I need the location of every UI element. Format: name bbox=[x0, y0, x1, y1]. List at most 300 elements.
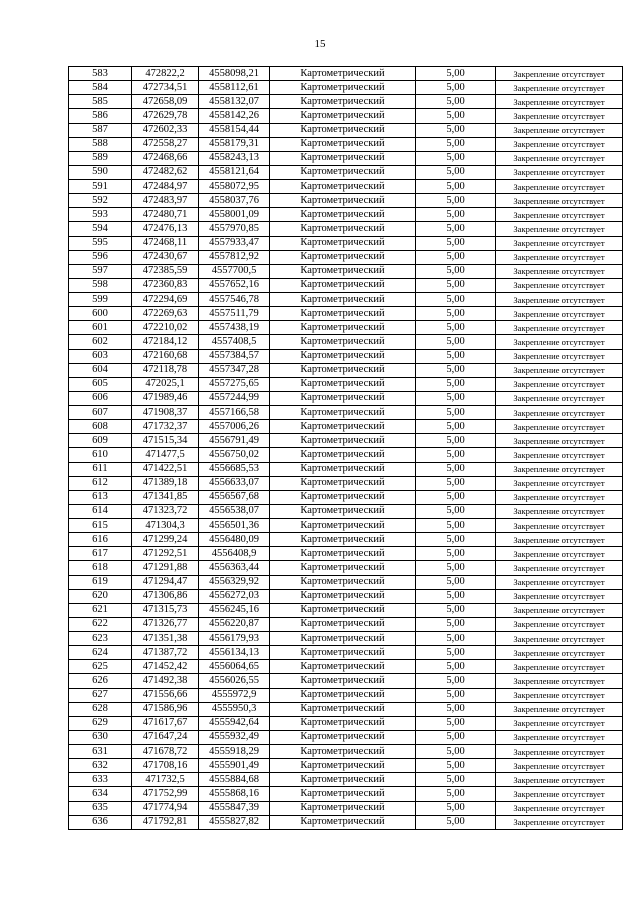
y-coordinate-cell: 4556750,02 bbox=[199, 448, 270, 462]
x-coordinate-cell: 472468,11 bbox=[132, 236, 199, 250]
x-coordinate-cell: 471708,16 bbox=[132, 759, 199, 773]
status-cell: Закрепление отсутствует bbox=[496, 490, 623, 504]
point-number-cell: 625 bbox=[69, 660, 132, 674]
status-cell: Закрепление отсутствует bbox=[496, 561, 623, 575]
x-coordinate-cell: 472210,02 bbox=[132, 321, 199, 335]
method-cell: Картометрический bbox=[270, 137, 416, 151]
y-coordinate-cell: 4557546,78 bbox=[199, 293, 270, 307]
status-cell: Закрепление отсутствует bbox=[496, 95, 623, 109]
point-number-cell: 599 bbox=[69, 293, 132, 307]
point-number-cell: 588 bbox=[69, 137, 132, 151]
status-cell: Закрепление отсутствует bbox=[496, 180, 623, 194]
method-cell: Картометрический bbox=[270, 151, 416, 165]
accuracy-cell: 5,00 bbox=[416, 264, 496, 278]
accuracy-cell: 5,00 bbox=[416, 490, 496, 504]
y-coordinate-cell: 4557511,79 bbox=[199, 307, 270, 321]
y-coordinate-cell: 4558154,44 bbox=[199, 123, 270, 137]
point-number-cell: 628 bbox=[69, 702, 132, 716]
table-row bbox=[69, 264, 623, 278]
y-coordinate-cell: 4556245,16 bbox=[199, 603, 270, 617]
x-coordinate-cell: 472822,2 bbox=[132, 67, 199, 81]
y-coordinate-cell: 4557347,28 bbox=[199, 363, 270, 377]
accuracy-cell: 5,00 bbox=[416, 575, 496, 589]
point-number-cell: 601 bbox=[69, 321, 132, 335]
x-coordinate-cell: 472658,09 bbox=[132, 95, 199, 109]
status-cell: Закрепление отсутствует bbox=[496, 321, 623, 335]
status-cell: Закрепление отсутствует bbox=[496, 406, 623, 420]
y-coordinate-cell: 4556134,13 bbox=[199, 646, 270, 660]
x-coordinate-cell: 471315,73 bbox=[132, 603, 199, 617]
method-cell: Картометрический bbox=[270, 702, 416, 716]
accuracy-cell: 5,00 bbox=[416, 67, 496, 81]
method-cell: Картометрический bbox=[270, 462, 416, 476]
table-row bbox=[69, 208, 623, 222]
x-coordinate-cell: 471304,3 bbox=[132, 519, 199, 533]
x-coordinate-cell: 472025,1 bbox=[132, 377, 199, 391]
table-row bbox=[69, 335, 623, 349]
point-number-cell: 607 bbox=[69, 406, 132, 420]
method-cell: Картометрический bbox=[270, 349, 416, 363]
point-number-cell: 589 bbox=[69, 151, 132, 165]
method-cell: Картометрический bbox=[270, 434, 416, 448]
accuracy-cell: 5,00 bbox=[416, 278, 496, 292]
y-coordinate-cell: 4555950,3 bbox=[199, 702, 270, 716]
point-number-cell: 583 bbox=[69, 67, 132, 81]
accuracy-cell: 5,00 bbox=[416, 208, 496, 222]
accuracy-cell: 5,00 bbox=[416, 391, 496, 405]
accuracy-cell: 5,00 bbox=[416, 250, 496, 264]
method-cell: Картометрический bbox=[270, 773, 416, 787]
y-coordinate-cell: 4556408,9 bbox=[199, 547, 270, 561]
accuracy-cell: 5,00 bbox=[416, 180, 496, 194]
point-number-cell: 632 bbox=[69, 759, 132, 773]
accuracy-cell: 5,00 bbox=[416, 617, 496, 631]
method-cell: Картометрический bbox=[270, 745, 416, 759]
method-cell: Картометрический bbox=[270, 646, 416, 660]
method-cell: Картометрический bbox=[270, 716, 416, 730]
method-cell: Картометрический bbox=[270, 815, 416, 829]
table-row bbox=[69, 787, 623, 801]
status-cell: Закрепление отсутствует bbox=[496, 589, 623, 603]
y-coordinate-cell: 4557700,5 bbox=[199, 264, 270, 278]
point-number-cell: 586 bbox=[69, 109, 132, 123]
method-cell: Картометрический bbox=[270, 448, 416, 462]
point-number-cell: 600 bbox=[69, 307, 132, 321]
point-number-cell: 617 bbox=[69, 547, 132, 561]
method-cell: Картометрический bbox=[270, 632, 416, 646]
method-cell: Картометрический bbox=[270, 476, 416, 490]
table-row bbox=[69, 434, 623, 448]
y-coordinate-cell: 4556685,53 bbox=[199, 462, 270, 476]
method-cell: Картометрический bbox=[270, 180, 416, 194]
accuracy-cell: 5,00 bbox=[416, 533, 496, 547]
point-number-cell: 604 bbox=[69, 363, 132, 377]
status-cell: Закрепление отсутствует bbox=[496, 222, 623, 236]
point-number-cell: 613 bbox=[69, 490, 132, 504]
y-coordinate-cell: 4558072,95 bbox=[199, 180, 270, 194]
accuracy-cell: 5,00 bbox=[416, 151, 496, 165]
y-coordinate-cell: 4555847,39 bbox=[199, 801, 270, 815]
accuracy-cell: 5,00 bbox=[416, 420, 496, 434]
x-coordinate-cell: 472480,71 bbox=[132, 208, 199, 222]
status-cell: Закрепление отсутствует bbox=[496, 745, 623, 759]
status-cell: Закрепление отсутствует bbox=[496, 363, 623, 377]
y-coordinate-cell: 4558001,09 bbox=[199, 208, 270, 222]
table-row bbox=[69, 165, 623, 179]
y-coordinate-cell: 4556026,55 bbox=[199, 674, 270, 688]
table-row bbox=[69, 575, 623, 589]
y-coordinate-cell: 4555901,49 bbox=[199, 759, 270, 773]
coordinates-table bbox=[68, 66, 623, 830]
status-cell: Закрепление отсутствует bbox=[496, 646, 623, 660]
x-coordinate-cell: 471752,99 bbox=[132, 787, 199, 801]
x-coordinate-cell: 471299,24 bbox=[132, 533, 199, 547]
accuracy-cell: 5,00 bbox=[416, 109, 496, 123]
y-coordinate-cell: 4558243,13 bbox=[199, 151, 270, 165]
table-row bbox=[69, 180, 623, 194]
x-coordinate-cell: 471492,38 bbox=[132, 674, 199, 688]
method-cell: Картометрический bbox=[270, 278, 416, 292]
status-cell: Закрепление отсутствует bbox=[496, 632, 623, 646]
status-cell: Закрепление отсутствует bbox=[496, 519, 623, 533]
x-coordinate-cell: 472118,78 bbox=[132, 363, 199, 377]
accuracy-cell: 5,00 bbox=[416, 730, 496, 744]
table-row bbox=[69, 95, 623, 109]
table-row bbox=[69, 476, 623, 490]
status-cell: Закрепление отсутствует bbox=[496, 264, 623, 278]
table-row bbox=[69, 194, 623, 208]
table-row bbox=[69, 420, 623, 434]
accuracy-cell: 5,00 bbox=[416, 165, 496, 179]
accuracy-cell: 5,00 bbox=[416, 716, 496, 730]
accuracy-cell: 5,00 bbox=[416, 236, 496, 250]
x-coordinate-cell: 471732,5 bbox=[132, 773, 199, 787]
status-cell: Закрепление отсутствует bbox=[496, 730, 623, 744]
x-coordinate-cell: 471792,81 bbox=[132, 815, 199, 829]
status-cell: Закрепление отсутствует bbox=[496, 67, 623, 81]
table-row bbox=[69, 222, 623, 236]
point-number-cell: 614 bbox=[69, 504, 132, 518]
accuracy-cell: 5,00 bbox=[416, 476, 496, 490]
status-cell: Закрепление отсутствует bbox=[496, 462, 623, 476]
table-row bbox=[69, 307, 623, 321]
point-number-cell: 633 bbox=[69, 773, 132, 787]
x-coordinate-cell: 472734,51 bbox=[132, 81, 199, 95]
y-coordinate-cell: 4557244,99 bbox=[199, 391, 270, 405]
accuracy-cell: 5,00 bbox=[416, 646, 496, 660]
point-number-cell: 585 bbox=[69, 95, 132, 109]
accuracy-cell: 5,00 bbox=[416, 81, 496, 95]
status-cell: Закрепление отсутствует bbox=[496, 787, 623, 801]
y-coordinate-cell: 4557006,26 bbox=[199, 420, 270, 434]
accuracy-cell: 5,00 bbox=[416, 801, 496, 815]
status-cell: Закрепление отсутствует bbox=[496, 123, 623, 137]
table-row bbox=[69, 363, 623, 377]
method-cell: Картометрический bbox=[270, 533, 416, 547]
y-coordinate-cell: 4555868,16 bbox=[199, 787, 270, 801]
accuracy-cell: 5,00 bbox=[416, 293, 496, 307]
accuracy-cell: 5,00 bbox=[416, 335, 496, 349]
table-row bbox=[69, 660, 623, 674]
x-coordinate-cell: 471323,72 bbox=[132, 504, 199, 518]
method-cell: Картометрический bbox=[270, 688, 416, 702]
x-coordinate-cell: 471477,5 bbox=[132, 448, 199, 462]
method-cell: Картометрический bbox=[270, 377, 416, 391]
point-number-cell: 612 bbox=[69, 476, 132, 490]
status-cell: Закрепление отсутствует bbox=[496, 617, 623, 631]
table-row bbox=[69, 773, 623, 787]
y-coordinate-cell: 4556567,68 bbox=[199, 490, 270, 504]
table-row bbox=[69, 617, 623, 631]
point-number-cell: 624 bbox=[69, 646, 132, 660]
accuracy-cell: 5,00 bbox=[416, 688, 496, 702]
x-coordinate-cell: 472430,67 bbox=[132, 250, 199, 264]
accuracy-cell: 5,00 bbox=[416, 222, 496, 236]
y-coordinate-cell: 4556064,65 bbox=[199, 660, 270, 674]
y-coordinate-cell: 4557652,16 bbox=[199, 278, 270, 292]
method-cell: Картометрический bbox=[270, 95, 416, 109]
table-row bbox=[69, 688, 623, 702]
table-row bbox=[69, 137, 623, 151]
table-row bbox=[69, 67, 623, 81]
x-coordinate-cell: 472483,97 bbox=[132, 194, 199, 208]
table-row bbox=[69, 490, 623, 504]
method-cell: Картометрический bbox=[270, 81, 416, 95]
y-coordinate-cell: 4557970,85 bbox=[199, 222, 270, 236]
point-number-cell: 606 bbox=[69, 391, 132, 405]
point-number-cell: 620 bbox=[69, 589, 132, 603]
table-row bbox=[69, 533, 623, 547]
accuracy-cell: 5,00 bbox=[416, 561, 496, 575]
status-cell: Закрепление отсутствует bbox=[496, 674, 623, 688]
table-row bbox=[69, 109, 623, 123]
y-coordinate-cell: 4555884,68 bbox=[199, 773, 270, 787]
status-cell: Закрепление отсутствует bbox=[496, 773, 623, 787]
method-cell: Картометрический bbox=[270, 264, 416, 278]
table-row bbox=[69, 81, 623, 95]
status-cell: Закрепление отсутствует bbox=[496, 815, 623, 829]
table-row bbox=[69, 632, 623, 646]
method-cell: Картометрический bbox=[270, 307, 416, 321]
accuracy-cell: 5,00 bbox=[416, 589, 496, 603]
status-cell: Закрепление отсутствует bbox=[496, 250, 623, 264]
status-cell: Закрепление отсутствует bbox=[496, 448, 623, 462]
method-cell: Картометрический bbox=[270, 109, 416, 123]
x-coordinate-cell: 471617,67 bbox=[132, 716, 199, 730]
method-cell: Картометрический bbox=[270, 406, 416, 420]
accuracy-cell: 5,00 bbox=[416, 434, 496, 448]
x-coordinate-cell: 471294,47 bbox=[132, 575, 199, 589]
status-cell: Закрепление отсутствует bbox=[496, 434, 623, 448]
x-coordinate-cell: 471647,24 bbox=[132, 730, 199, 744]
status-cell: Закрепление отсутствует bbox=[496, 194, 623, 208]
method-cell: Картометрический bbox=[270, 236, 416, 250]
y-coordinate-cell: 4558112,61 bbox=[199, 81, 270, 95]
table-row bbox=[69, 391, 623, 405]
accuracy-cell: 5,00 bbox=[416, 95, 496, 109]
x-coordinate-cell: 471732,37 bbox=[132, 420, 199, 434]
accuracy-cell: 5,00 bbox=[416, 123, 496, 137]
status-cell: Закрепление отсутствует bbox=[496, 151, 623, 165]
table-row bbox=[69, 603, 623, 617]
status-cell: Закрепление отсутствует bbox=[496, 547, 623, 561]
method-cell: Картометрический bbox=[270, 165, 416, 179]
x-coordinate-cell: 472602,33 bbox=[132, 123, 199, 137]
x-coordinate-cell: 471387,72 bbox=[132, 646, 199, 660]
point-number-cell: 598 bbox=[69, 278, 132, 292]
x-coordinate-cell: 471556,66 bbox=[132, 688, 199, 702]
status-cell: Закрепление отсутствует bbox=[496, 801, 623, 815]
point-number-cell: 602 bbox=[69, 335, 132, 349]
accuracy-cell: 5,00 bbox=[416, 448, 496, 462]
status-cell: Закрепление отсутствует bbox=[496, 391, 623, 405]
y-coordinate-cell: 4557812,92 bbox=[199, 250, 270, 264]
x-coordinate-cell: 472482,62 bbox=[132, 165, 199, 179]
accuracy-cell: 5,00 bbox=[416, 349, 496, 363]
status-cell: Закрепление отсутствует bbox=[496, 504, 623, 518]
status-cell: Закрепление отсутствует bbox=[496, 236, 623, 250]
status-cell: Закрепление отсутствует bbox=[496, 716, 623, 730]
accuracy-cell: 5,00 bbox=[416, 194, 496, 208]
accuracy-cell: 5,00 bbox=[416, 773, 496, 787]
accuracy-cell: 5,00 bbox=[416, 363, 496, 377]
status-cell: Закрепление отсутствует bbox=[496, 109, 623, 123]
point-number-cell: 629 bbox=[69, 716, 132, 730]
point-number-cell: 623 bbox=[69, 632, 132, 646]
accuracy-cell: 5,00 bbox=[416, 603, 496, 617]
table-row bbox=[69, 801, 623, 815]
accuracy-cell: 5,00 bbox=[416, 674, 496, 688]
x-coordinate-cell: 471452,42 bbox=[132, 660, 199, 674]
accuracy-cell: 5,00 bbox=[416, 462, 496, 476]
y-coordinate-cell: 4556179,93 bbox=[199, 632, 270, 646]
method-cell: Картометрический bbox=[270, 490, 416, 504]
x-coordinate-cell: 472269,63 bbox=[132, 307, 199, 321]
method-cell: Картометрический bbox=[270, 504, 416, 518]
x-coordinate-cell: 471306,86 bbox=[132, 589, 199, 603]
method-cell: Картометрический bbox=[270, 335, 416, 349]
accuracy-cell: 5,00 bbox=[416, 660, 496, 674]
point-number-cell: 630 bbox=[69, 730, 132, 744]
y-coordinate-cell: 4558121,64 bbox=[199, 165, 270, 179]
point-number-cell: 584 bbox=[69, 81, 132, 95]
point-number-cell: 627 bbox=[69, 688, 132, 702]
status-cell: Закрепление отсутствует bbox=[496, 575, 623, 589]
point-number-cell: 595 bbox=[69, 236, 132, 250]
status-cell: Закрепление отсутствует bbox=[496, 208, 623, 222]
table-row bbox=[69, 349, 623, 363]
y-coordinate-cell: 4555918,29 bbox=[199, 745, 270, 759]
table-row bbox=[69, 589, 623, 603]
y-coordinate-cell: 4557438,19 bbox=[199, 321, 270, 335]
status-cell: Закрепление отсутствует bbox=[496, 688, 623, 702]
status-cell: Закрепление отсутствует bbox=[496, 603, 623, 617]
table-row bbox=[69, 406, 623, 420]
method-cell: Картометрический bbox=[270, 674, 416, 688]
point-number-cell: 609 bbox=[69, 434, 132, 448]
method-cell: Картометрический bbox=[270, 617, 416, 631]
point-number-cell: 626 bbox=[69, 674, 132, 688]
x-coordinate-cell: 472476,13 bbox=[132, 222, 199, 236]
point-number-cell: 596 bbox=[69, 250, 132, 264]
coordinates-table-body bbox=[69, 67, 623, 830]
accuracy-cell: 5,00 bbox=[416, 632, 496, 646]
y-coordinate-cell: 4556538,07 bbox=[199, 504, 270, 518]
method-cell: Картометрический bbox=[270, 222, 416, 236]
method-cell: Картометрический bbox=[270, 801, 416, 815]
table-row bbox=[69, 547, 623, 561]
accuracy-cell: 5,00 bbox=[416, 745, 496, 759]
status-cell: Закрепление отсутствует bbox=[496, 137, 623, 151]
y-coordinate-cell: 4556480,09 bbox=[199, 533, 270, 547]
table-row bbox=[69, 250, 623, 264]
y-coordinate-cell: 4556501,36 bbox=[199, 519, 270, 533]
status-cell: Закрепление отсутствует bbox=[496, 81, 623, 95]
table-row bbox=[69, 448, 623, 462]
method-cell: Картометрический bbox=[270, 759, 416, 773]
x-coordinate-cell: 471586,96 bbox=[132, 702, 199, 716]
method-cell: Картометрический bbox=[270, 589, 416, 603]
point-number-cell: 587 bbox=[69, 123, 132, 137]
status-cell: Закрепление отсутствует bbox=[496, 307, 623, 321]
y-coordinate-cell: 4556363,44 bbox=[199, 561, 270, 575]
status-cell: Закрепление отсутствует bbox=[496, 377, 623, 391]
table-row bbox=[69, 462, 623, 476]
point-number-cell: 611 bbox=[69, 462, 132, 476]
method-cell: Картометрический bbox=[270, 420, 416, 434]
x-coordinate-cell: 472484,97 bbox=[132, 180, 199, 194]
status-cell: Закрепление отсутствует bbox=[496, 476, 623, 490]
method-cell: Картометрический bbox=[270, 561, 416, 575]
y-coordinate-cell: 4556272,03 bbox=[199, 589, 270, 603]
y-coordinate-cell: 4558037,76 bbox=[199, 194, 270, 208]
point-number-cell: 616 bbox=[69, 533, 132, 547]
x-coordinate-cell: 471326,77 bbox=[132, 617, 199, 631]
accuracy-cell: 5,00 bbox=[416, 377, 496, 391]
point-number-cell: 619 bbox=[69, 575, 132, 589]
accuracy-cell: 5,00 bbox=[416, 406, 496, 420]
method-cell: Картометрический bbox=[270, 67, 416, 81]
method-cell: Картометрический bbox=[270, 575, 416, 589]
x-coordinate-cell: 472294,69 bbox=[132, 293, 199, 307]
method-cell: Картометрический bbox=[270, 363, 416, 377]
y-coordinate-cell: 4556329,92 bbox=[199, 575, 270, 589]
accuracy-cell: 5,00 bbox=[416, 787, 496, 801]
accuracy-cell: 5,00 bbox=[416, 137, 496, 151]
y-coordinate-cell: 4557275,65 bbox=[199, 377, 270, 391]
status-cell: Закрепление отсутствует bbox=[496, 165, 623, 179]
point-number-cell: 634 bbox=[69, 787, 132, 801]
point-number-cell: 618 bbox=[69, 561, 132, 575]
x-coordinate-cell: 472558,27 bbox=[132, 137, 199, 151]
x-coordinate-cell: 471389,18 bbox=[132, 476, 199, 490]
point-number-cell: 590 bbox=[69, 165, 132, 179]
table-row bbox=[69, 646, 623, 660]
point-number-cell: 592 bbox=[69, 194, 132, 208]
x-coordinate-cell: 471291,88 bbox=[132, 561, 199, 575]
status-cell: Закрепление отсутствует bbox=[496, 702, 623, 716]
point-number-cell: 635 bbox=[69, 801, 132, 815]
method-cell: Картометрический bbox=[270, 519, 416, 533]
method-cell: Картометрический bbox=[270, 391, 416, 405]
y-coordinate-cell: 4555932,49 bbox=[199, 730, 270, 744]
x-coordinate-cell: 471908,37 bbox=[132, 406, 199, 420]
status-cell: Закрепление отсутствует bbox=[496, 293, 623, 307]
x-coordinate-cell: 471678,72 bbox=[132, 745, 199, 759]
table-row bbox=[69, 716, 623, 730]
table-row bbox=[69, 702, 623, 716]
accuracy-cell: 5,00 bbox=[416, 519, 496, 533]
